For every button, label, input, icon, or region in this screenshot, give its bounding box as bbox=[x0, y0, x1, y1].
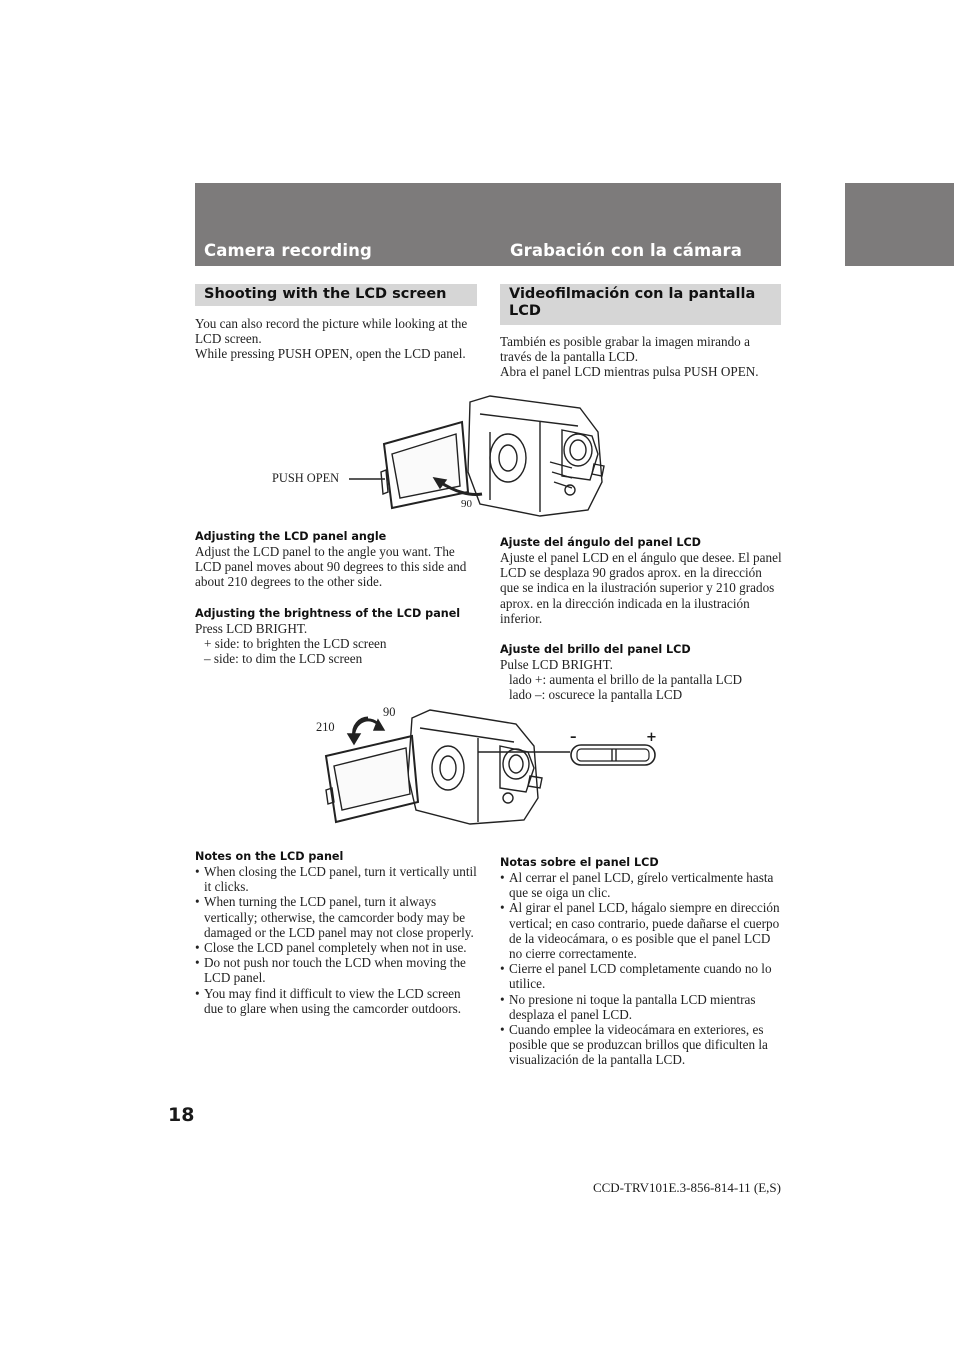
english-intro-line-2: While pressing PUSH OPEN, open the LCD panel. bbox=[195, 346, 466, 362]
english-notes-block bbox=[195, 849, 478, 1016]
angle-90-label: 90 bbox=[461, 498, 472, 510]
english-brightness-line-2: + side: to brighten the LCD screen bbox=[204, 636, 387, 652]
english-brightness-block bbox=[195, 606, 481, 667]
header-title-spanish: Grabación con la cámara bbox=[510, 241, 742, 260]
spanish-note-item: • Al girar el panel LCD, hágalo siempre en dirección vertical; en caso contrario, puede dañarse el cuerpo de la videocámara, o es posible que el panel LCD no cierre correctamente. bbox=[500, 900, 782, 961]
english-angle-text: Adjust the LCD panel to the angle you want. The LCD panel moves about 90 degrees to this side and about 210 degrees to the other side. bbox=[195, 544, 467, 590]
english-note-item: • When turning the LCD panel, turn it always vertically; otherwise, the camcorder body may be damaged or the LCD panel may not close properly. bbox=[195, 894, 478, 940]
english-brightness-line-3: – side: to dim the LCD screen bbox=[204, 651, 363, 667]
english-brightness-heading: Adjusting the brightness of the LCD panel bbox=[195, 607, 461, 620]
english-intro bbox=[195, 316, 480, 362]
footer-model-code: CCD-TRV101E.3-856-814-11 (E,S) bbox=[592, 1180, 781, 1195]
english-angle-block bbox=[195, 529, 481, 590]
english-section-title: Shooting with the LCD screen bbox=[195, 284, 477, 306]
spanish-notes-block bbox=[500, 855, 782, 1068]
english-note-item: • Close the LCD panel completely when not in use. bbox=[195, 940, 478, 955]
spanish-intro bbox=[500, 334, 782, 380]
english-note-item: • When closing the LCD panel, turn it vertically until it clicks. bbox=[195, 864, 478, 894]
english-note-item: • You may find it difficult to view the LCD screen due to glare when using the camcorder outdoors. bbox=[195, 986, 478, 1016]
english-intro-line-1: You can also record the picture while looking at the LCD screen. bbox=[195, 316, 468, 347]
english-notes-list bbox=[195, 864, 478, 1016]
spanish-brightness-line-2: lado +: aumenta el brillo de la pantalla LCD bbox=[509, 672, 743, 688]
spanish-brightness-heading: Ajuste del brillo del panel LCD bbox=[500, 643, 691, 656]
camcorder-lcd-rotate-illustration bbox=[320, 706, 550, 830]
spanish-brightness-line-3: lado –: oscurece la pantalla LCD bbox=[509, 687, 683, 703]
page-number: 18 bbox=[168, 1104, 195, 1126]
spanish-notes-heading: Notas sobre el panel LCD bbox=[500, 856, 659, 869]
spanish-angle-text: Ajuste el panel LCD en el ángulo que desee. El panel LCD se desplaza 90 grados aprox. en la dirección que se indica en la ilustración superior y 210 grados aprox. en la dirección indicada en la ilustración inferior. bbox=[500, 550, 782, 626]
english-angle-heading: Adjusting the LCD panel angle bbox=[195, 530, 387, 543]
camcorder-lcd-open-illustration bbox=[340, 392, 610, 522]
lcd-bright-switch-icon bbox=[570, 744, 656, 766]
spanish-angle-heading: Ajuste del ángulo del panel LCD bbox=[500, 536, 701, 549]
angle-210-label: 210 bbox=[316, 720, 335, 734]
side-thumb-tab bbox=[845, 183, 954, 266]
spanish-angle-block bbox=[500, 535, 782, 626]
header-title-english: Camera recording bbox=[204, 241, 372, 260]
brightness-plus-label: + bbox=[646, 730, 657, 745]
spanish-intro-line-2: Abra el panel LCD mientras pulsa PUSH OPEN. bbox=[500, 364, 759, 380]
english-note-item: • Do not push nor touch the LCD when moving the LCD panel. bbox=[195, 955, 478, 985]
spanish-brightness-line-1: Pulse LCD BRIGHT. bbox=[500, 657, 613, 672]
spanish-notes-list bbox=[500, 870, 782, 1068]
push-open-label: PUSH OPEN bbox=[272, 471, 340, 485]
spanish-note-item: • Cuando emplee la videocámara en exteriores, es posible que se produzcan brillos que dificulten la visualización de la pantalla LCD. bbox=[500, 1022, 782, 1068]
spanish-note-item: • Al cerrar el panel LCD, gírelo verticalmente hasta que se oiga un clic. bbox=[500, 870, 782, 900]
english-notes-heading: Notes on the LCD panel bbox=[195, 850, 344, 863]
spanish-intro-line-1: También es posible grabar la imagen mirando a través de la pantalla LCD. bbox=[500, 334, 750, 365]
spanish-brightness-block bbox=[500, 642, 782, 703]
spanish-section-title: Videofilmación con la pantalla LCD bbox=[500, 284, 781, 325]
spanish-note-item: • No presione ni toque la pantalla LCD mientras desplaza el panel LCD. bbox=[500, 992, 782, 1022]
angle-90-top-label: 90 bbox=[383, 705, 396, 719]
brightness-minus-label: – bbox=[570, 730, 577, 745]
english-brightness-line-1: Press LCD BRIGHT. bbox=[195, 621, 308, 636]
section-header-band bbox=[195, 183, 781, 266]
spanish-note-item: • Cierre el panel LCD completamente cuando no lo utilice. bbox=[500, 961, 782, 991]
